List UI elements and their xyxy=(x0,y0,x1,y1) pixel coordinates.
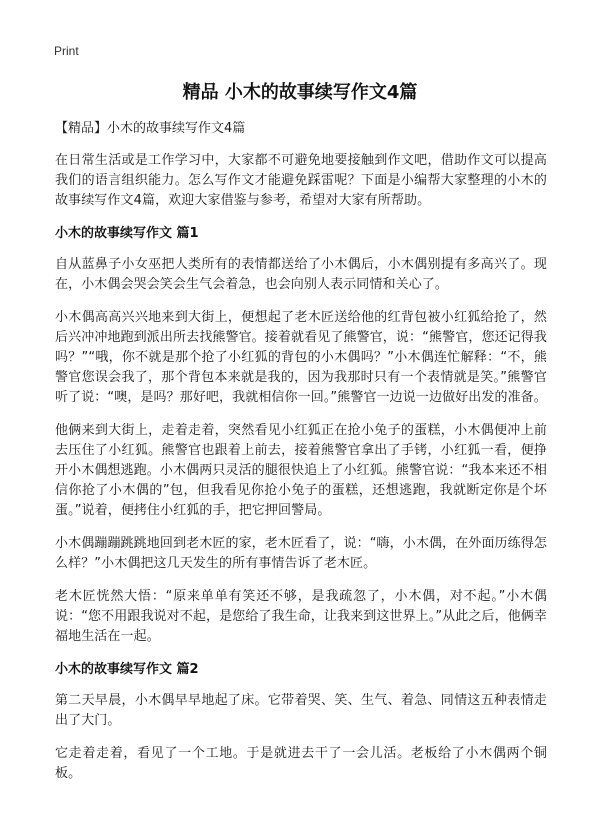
paragraph: 老木匠恍然大悟：“原来单单有笑还不够，是我疏忽了，小木偶，对不起。”小木偶说：“您不用跟我说对不起，是您给了我生命，让我来到这世界上。”从此之后，他俩幸福地生活在一起。 xyxy=(55,589,547,644)
paragraph: 第二天早晨，小木偶早早地起了床。它带着哭、笑、生气、着急、同情这五种表情走出了大门。 xyxy=(55,693,547,728)
paragraph: 小木偶高高兴兴地来到大街上，便想起了老木匠送给他的红背包被小红狐给抢了，然后兴冲冲地跑到派出所去找熊警官。接着就看见了熊警官，说：“熊警官，您还记得我吗？”“哦，你不就是那个抢了小红狐的背包的小木偶吗？”小木偶连忙解释：“不，熊警官您误会我了，那个背包本来就是我的，因为我那时只有一个表情就是笑。”熊警官听了说：“噢，是吗？那好吧，我就相信你一回。”熊警官一边说一边做好出发的准备。 xyxy=(55,310,547,405)
intro-paragraph: 在日常生活或是工作学习中，大家都不可避免地要接触到作文吧，借助作文可以提高我们的语言组织能力。怎么写作文才能避免踩雷呢？下面是小编帮大家整理的小木的故事续写作文4篇，欢迎大家借鉴与参考，希望对大家有所帮助。 xyxy=(55,153,547,208)
paragraph: 它走着走着，看见了一个工地。于是就进去干了一会儿活。老板给了小木偶两个铜板。 xyxy=(55,746,547,781)
document-subtitle: 【精品】小木的故事续写作文4篇 xyxy=(55,121,246,136)
section-heading-1: 小木的故事续写作文 篇1 xyxy=(55,226,199,241)
paragraph: 自从蓝鼻子小女巫把人类所有的表情都送给了小木偶后，小木偶别提有多高兴了。现在，小木偶会哭会笑会生气会着急，也会向别人表示同情和关心了。 xyxy=(55,257,547,292)
print-label: Print xyxy=(54,44,79,58)
section-heading-2: 小木的故事续写作文 篇2 xyxy=(55,662,199,677)
document-body xyxy=(55,119,547,797)
document-title: 精品 小木的故事续写作文4篇 xyxy=(182,82,418,103)
paragraph: 他俩来到大街上，走着走着，突然看见小红狐正在抢小兔子的蛋糕，小木偶便冲上前去压住了小红狐。熊警官也跟着上前去，接着熊警官拿出了手铐，小红狐一看，便挣开小木偶想逃跑。小木偶两只灵活的腿很快追上了小红狐。熊警官说：“我本来还不相信你抢了小木偶的”包，但我看见你抢小兔子的蛋糕，还想逃跑，我就断定你是个坏蛋。”说着，便拷住小红狐的手，把它押回警局。 xyxy=(55,423,547,518)
paragraph: 小木偶蹦蹦跳跳地回到老木匠的家，老木匠看了，说：“嗨，小木偶，在外面历练得怎么样？”小木偶把这几天发生的所有事情告诉了老木匠。 xyxy=(55,536,547,571)
